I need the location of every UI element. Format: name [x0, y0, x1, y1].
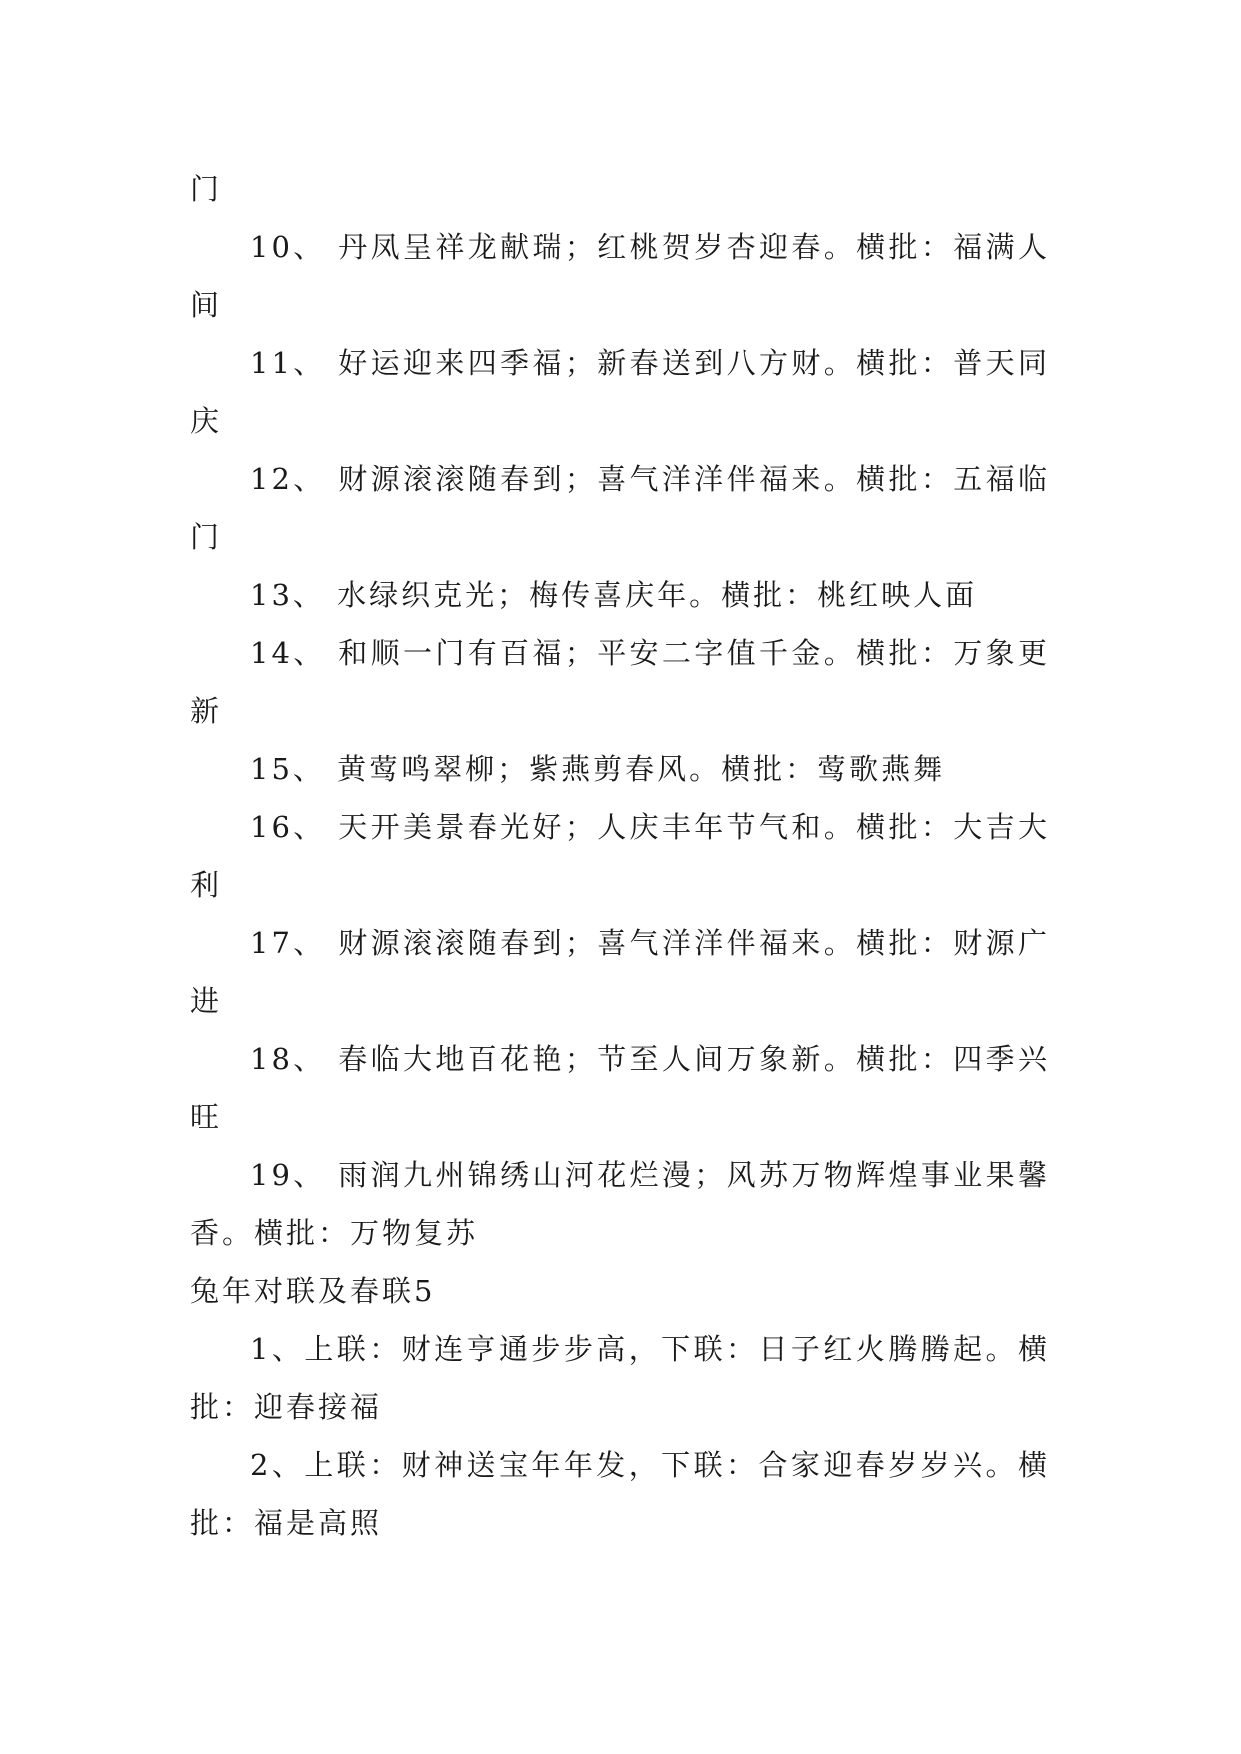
- couplet-item-1: 1、上联：财连亨通步步高，下联：日子红火腾腾起。横批：迎春接福: [190, 1332, 1050, 1424]
- couplet-item-11: 11、 好运迎来四季福；新春送到八方财。横批：普天同庆: [190, 346, 1050, 438]
- couplet-item-10: 10、 丹凤呈祥龙献瑞；红桃贺岁杏迎春。横批：福满人间: [190, 230, 1050, 322]
- couplet-item-12: 12、 财源滚滚随春到；喜气洋洋伴福来。横批：五福临门: [190, 462, 1050, 554]
- couplet-item-17: 17、 财源滚滚随春到；喜气洋洋伴福来。横批：财源广进: [190, 926, 1050, 1018]
- continuation-line: 门: [190, 172, 223, 206]
- document-body: [190, 160, 1050, 1552]
- couplet-item-13: 13、 水绿织克光；梅传喜庆年。横批：桃红映人面: [250, 578, 978, 612]
- couplet-item-2: 2、上联：财神送宝年年发，下联：合家迎春岁岁兴。横批：福是高照: [190, 1448, 1050, 1540]
- section-heading: 兔年对联及春联5: [190, 1274, 436, 1308]
- couplet-item-18: 18、 春临大地百花艳；节至人间万象新。横批：四季兴旺: [190, 1042, 1050, 1134]
- couplet-item-16: 16、 天开美景春光好；人庆丰年节气和。横批：大吉大利: [190, 810, 1050, 902]
- couplet-item-14: 14、 和顺一门有百福；平安二字值千金。横批：万象更新: [190, 636, 1050, 728]
- couplet-item-19: 19、 雨润九州锦绣山河花烂漫；风苏万物辉煌事业果馨香。横批：万物复苏: [190, 1158, 1050, 1250]
- couplet-item-15: 15、 黄莺鸣翠柳；紫燕剪春风。横批：莺歌燕舞: [250, 752, 946, 786]
